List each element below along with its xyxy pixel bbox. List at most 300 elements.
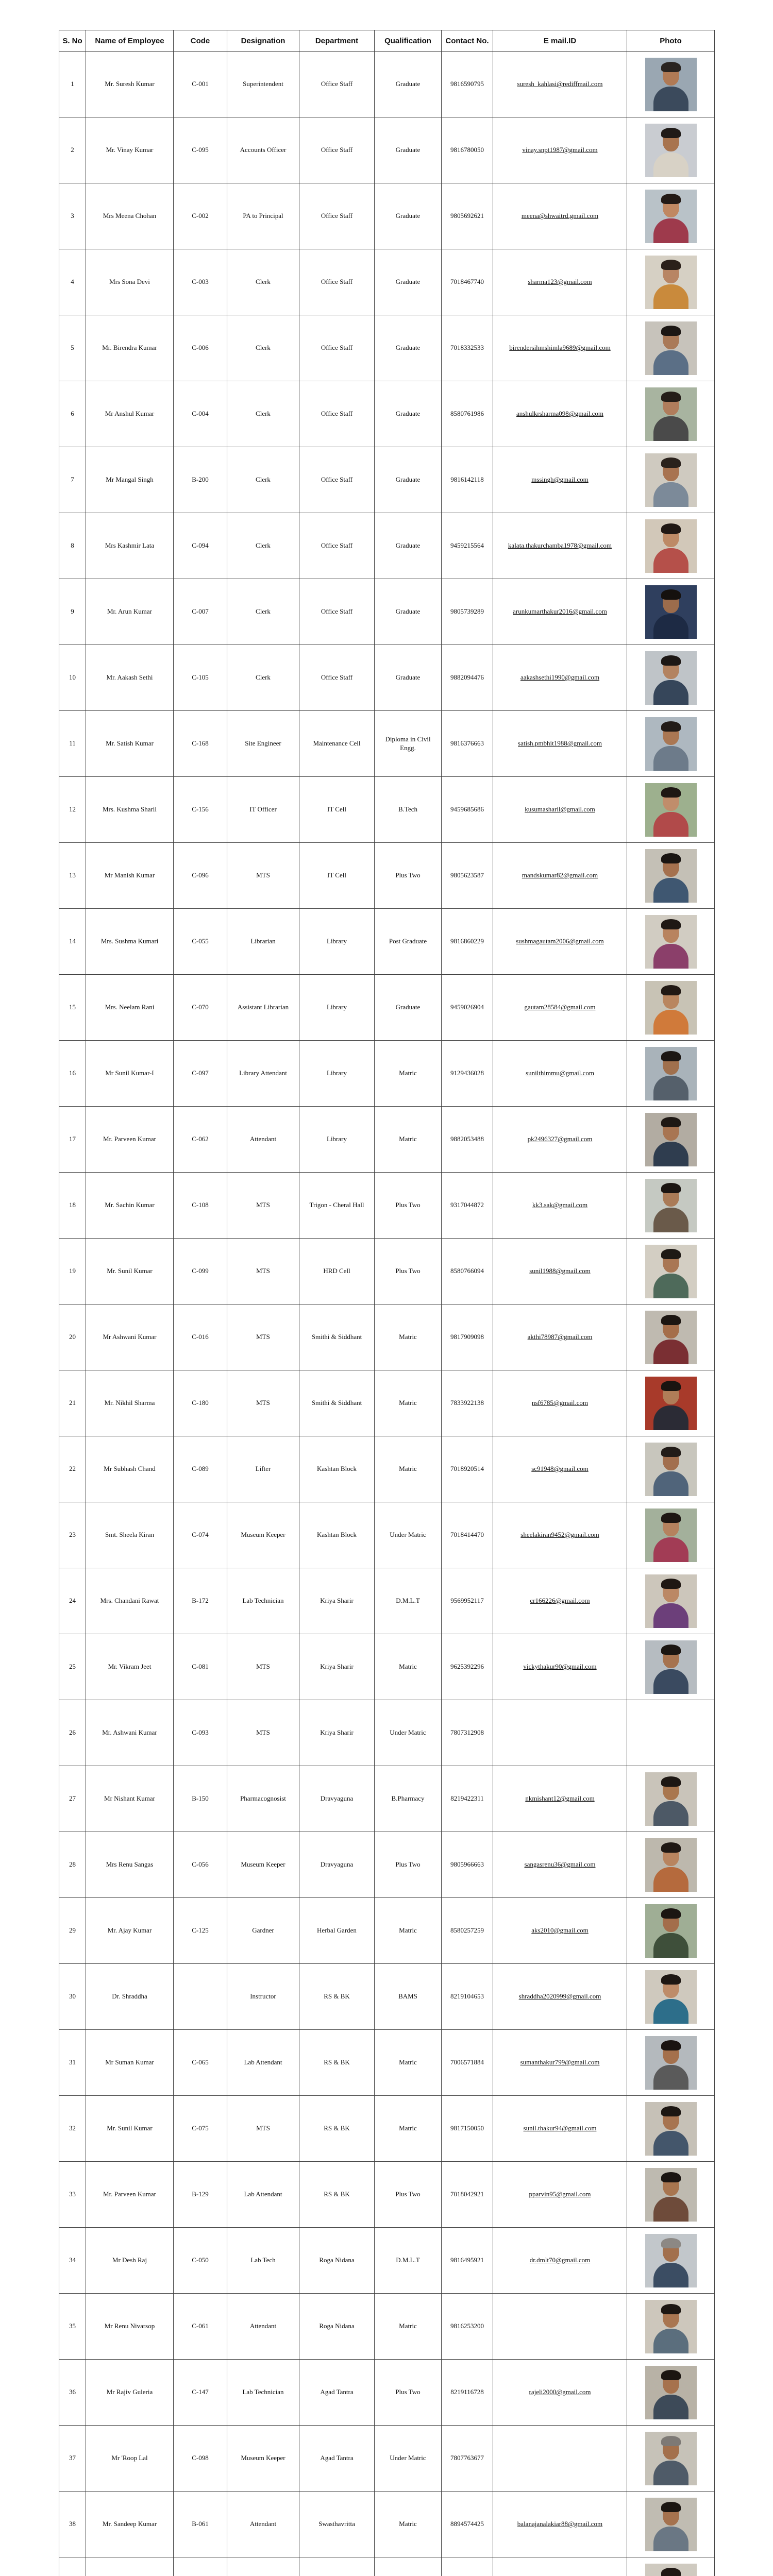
- cell-sno: 14: [59, 909, 86, 975]
- cell-name: Mr Ashwani Kumar: [86, 1304, 174, 1370]
- cell-designation: Lab Tech: [227, 2228, 299, 2294]
- cell-email-link[interactable]: sumanthakur799@gmail.com: [493, 2030, 627, 2096]
- table-row: [59, 315, 715, 381]
- cell-code: C-094: [174, 513, 227, 579]
- employee-photo: [645, 2564, 697, 2576]
- photo-hair: [661, 326, 681, 336]
- cell-qualification: B.Pharmacy: [375, 1766, 442, 1832]
- cell-sno: 17: [59, 1107, 86, 1173]
- cell-contact: 9569952117: [442, 1568, 493, 1634]
- cell-contact: 9805692621: [442, 183, 493, 249]
- photo-hair: [661, 589, 681, 600]
- cell-contact: 9816253200: [442, 2294, 493, 2360]
- cell-code: C-089: [174, 1436, 227, 1502]
- cell-designation: Clerk: [227, 249, 299, 315]
- cell-sno: 10: [59, 645, 86, 711]
- cell-qualification: Matric: [375, 1304, 442, 1370]
- cell-qualification: Graduate: [375, 645, 442, 711]
- employee-photo: [645, 1047, 697, 1100]
- employee-photo: [645, 1706, 697, 1760]
- employee-photo: [645, 2498, 697, 2551]
- table-row: [59, 183, 715, 249]
- cell-sno: 21: [59, 1370, 86, 1436]
- cell-designation: Lab Technician: [227, 1568, 299, 1634]
- cell-sno: 12: [59, 777, 86, 843]
- cell-sno: 30: [59, 1964, 86, 2030]
- cell-photo: [627, 2096, 715, 2162]
- table-row: [59, 1173, 715, 1239]
- cell-contact: 8894574425: [442, 2492, 493, 2557]
- cell-name: Mr Rajiv Guleria: [86, 2360, 174, 2426]
- employee-photo: [645, 1838, 697, 1892]
- cell-email-link[interactable]: sunil1988@gmail.com: [493, 1239, 627, 1304]
- employee-photo: [645, 190, 697, 243]
- cell-photo: [627, 1239, 715, 1304]
- cell-designation: MTS: [227, 1370, 299, 1436]
- cell-designation: Site Engineer: [227, 711, 299, 777]
- cell-department: Office Staff: [299, 52, 375, 117]
- cell-contact: 9816860229: [442, 909, 493, 975]
- cell-qualification: Plus Two: [375, 2162, 442, 2228]
- cell-name: Mrs. Chandani Rawat: [86, 1568, 174, 1634]
- cell-code: C-125: [174, 1898, 227, 1964]
- cell-email-link[interactable]: cr166226@gmail.com: [493, 1568, 627, 1634]
- cell-name: [86, 2557, 174, 2576]
- photo-hair: [661, 1579, 681, 1589]
- cell-sno: 33: [59, 2162, 86, 2228]
- cell-name: Mr Manish Kumar: [86, 843, 174, 909]
- photo-hair: [661, 919, 681, 929]
- cell-name: Mr. Sachin Kumar: [86, 1173, 174, 1239]
- cell-qualification: Matric: [375, 1041, 442, 1107]
- cell-sno: 6: [59, 381, 86, 447]
- cell-code: C-098: [174, 2426, 227, 2492]
- cell-contact: 7833922138: [442, 1370, 493, 1436]
- cell-contact: 8580766094: [442, 1239, 493, 1304]
- cell-department: Agad Tantra: [299, 2360, 375, 2426]
- table-row: [59, 909, 715, 975]
- cell-contact: 9882053488: [442, 1107, 493, 1173]
- cell-code: B-172: [174, 1568, 227, 1634]
- cell-contact: 7006571884: [442, 2030, 493, 2096]
- photo-hair: [661, 1249, 681, 1259]
- cell-photo: [627, 1766, 715, 1832]
- cell-qualification: Plus Two: [375, 843, 442, 909]
- cell-designation: MTS: [227, 1239, 299, 1304]
- cell-email-link: [493, 1700, 627, 1766]
- cell-contact: 9816142118: [442, 447, 493, 513]
- cell-name: Dr. Shraddha: [86, 1964, 174, 2030]
- cell-designation: MTS: [227, 1634, 299, 1700]
- table-row: [59, 2557, 715, 2576]
- employee-photo: [645, 2102, 697, 2156]
- cell-code: C-095: [174, 117, 227, 183]
- employee-photo: [645, 2432, 697, 2485]
- cell-department: Library: [299, 975, 375, 1041]
- photo-hair: [661, 2106, 681, 2116]
- cell-designation: MTS: [227, 843, 299, 909]
- cell-photo: [627, 2030, 715, 2096]
- cell-email-link[interactable]: sunilthimmu@gmail.com: [493, 1041, 627, 1107]
- cell-name: Mrs Meena Chohan: [86, 183, 174, 249]
- cell-contact: 9625392296: [442, 1634, 493, 1700]
- cell-email-link[interactable]: arunkumarthakur2016@gmail.com: [493, 579, 627, 645]
- cell-photo: [627, 645, 715, 711]
- cell-email-link[interactable]: [493, 2557, 627, 2576]
- table-row: [59, 513, 715, 579]
- employee-photo: [645, 58, 697, 111]
- table-row: [59, 1568, 715, 1634]
- cell-sno: 7: [59, 447, 86, 513]
- cell-contact: 9459685686: [442, 777, 493, 843]
- cell-email-link[interactable]: akthi78987@gmail.com: [493, 1304, 627, 1370]
- cell-email-link[interactable]: suresh_kahlasi@rediffmail.com: [493, 52, 627, 117]
- photo-hair: [661, 2370, 681, 2380]
- cell-qualification: [375, 2557, 442, 2576]
- cell-photo: [627, 1107, 715, 1173]
- cell-photo: [627, 2426, 715, 2492]
- cell-qualification: Plus Two: [375, 1832, 442, 1898]
- cell-name: Mrs. Sushma Kumari: [86, 909, 174, 975]
- cell-sno: 8: [59, 513, 86, 579]
- employee-photo: [645, 1904, 697, 1958]
- cell-qualification: Graduate: [375, 52, 442, 117]
- cell-contact: 9805966663: [442, 1832, 493, 1898]
- cell-department: Smithi & Siddhant: [299, 1304, 375, 1370]
- cell-designation: Clerk: [227, 645, 299, 711]
- cell-qualification: Graduate: [375, 579, 442, 645]
- header-code: Code: [174, 30, 227, 52]
- cell-name: Mr Desh Raj: [86, 2228, 174, 2294]
- cell-name: Mrs Renu Sangas: [86, 1832, 174, 1898]
- cell-sno: 19: [59, 1239, 86, 1304]
- cell-email-link[interactable]: anshulkrsharma098@gmail.com: [493, 381, 627, 447]
- cell-photo: [627, 183, 715, 249]
- table-row: [59, 579, 715, 645]
- employee-photo: [645, 1113, 697, 1166]
- cell-sno: 26: [59, 1700, 86, 1766]
- cell-name: Mr. Birendra Kumar: [86, 315, 174, 381]
- cell-qualification: Matric: [375, 1107, 442, 1173]
- cell-name: Mr Renu Nivarsop: [86, 2294, 174, 2360]
- cell-department: Dravyaguna: [299, 1832, 375, 1898]
- cell-contact: 9817150050: [442, 2096, 493, 2162]
- table-row: [59, 1898, 715, 1964]
- cell-email-link[interactable]: pk2496327@gmail.com: [493, 1107, 627, 1173]
- photo-hair: [661, 2238, 681, 2248]
- photo-hair: [661, 853, 681, 863]
- cell-department: Office Staff: [299, 447, 375, 513]
- cell-designation: Clerk: [227, 381, 299, 447]
- cell-code: C-004: [174, 381, 227, 447]
- cell-email-link[interactable]: nkmishant12@gmail.com: [493, 1766, 627, 1832]
- cell-name: Mr. Aakash Sethi: [86, 645, 174, 711]
- cell-email-link[interactable]: aakashsethi1990@gmail.com: [493, 645, 627, 711]
- cell-contact: 7018467740: [442, 249, 493, 315]
- cell-department: Roga Nidana: [299, 2294, 375, 2360]
- cell-email-link[interactable]: gautam28584@gmail.com: [493, 975, 627, 1041]
- cell-qualification: Graduate: [375, 315, 442, 381]
- cell-department: Kriya Sharir: [299, 1634, 375, 1700]
- cell-qualification: Matric: [375, 2030, 442, 2096]
- photo-hair: [661, 2568, 681, 2576]
- cell-code: C-075: [174, 2096, 227, 2162]
- cell-code: C-006: [174, 315, 227, 381]
- employee-photo: [645, 1179, 697, 1232]
- cell-contact: 9459026904: [442, 975, 493, 1041]
- photo-hair: [661, 1645, 681, 1655]
- cell-email-link: [493, 2426, 627, 2492]
- employee-photo: [645, 1443, 697, 1496]
- table-row: [59, 2294, 715, 2360]
- cell-designation: Accounts Officer: [227, 117, 299, 183]
- cell-sno: 27: [59, 1766, 86, 1832]
- cell-contact: 9882094476: [442, 645, 493, 711]
- cell-name: Mr. Vinay Kumar: [86, 117, 174, 183]
- photo-hair: [661, 260, 681, 270]
- table-row: [59, 1304, 715, 1370]
- cell-email-link[interactable]: mssingh@gmail.com: [493, 447, 627, 513]
- cell-name: Mr. Parveen Kumar: [86, 2162, 174, 2228]
- photo-hair: [661, 2040, 681, 2050]
- employee-photo: [645, 519, 697, 573]
- cell-qualification: Graduate: [375, 381, 442, 447]
- employee-photo: [645, 717, 697, 771]
- table-header-row: [59, 30, 715, 52]
- employee-photo: [645, 915, 697, 969]
- cell-contact: 7018332533: [442, 315, 493, 381]
- cell-qualification: D.M.L.T: [375, 1568, 442, 1634]
- cell-photo: [627, 579, 715, 645]
- table-row: [59, 1964, 715, 2030]
- cell-name: Mr. Ajay Kumar: [86, 1898, 174, 1964]
- cell-code: [174, 2557, 227, 2576]
- cell-photo: [627, 447, 715, 513]
- staff-table: [59, 30, 715, 2576]
- cell-email-link[interactable]: balanajanalakiar88@gmail.com: [493, 2492, 627, 2557]
- cell-sno: 31: [59, 2030, 86, 2096]
- cell-email-link[interactable]: rajeli2000@gmail.com: [493, 2360, 627, 2426]
- cell-designation: Clerk: [227, 447, 299, 513]
- cell-designation: Assistant Librarian: [227, 975, 299, 1041]
- cell-photo: [627, 2228, 715, 2294]
- cell-sno: [59, 2557, 86, 2576]
- cell-qualification: Matric: [375, 2096, 442, 2162]
- cell-designation: PA to Principal: [227, 183, 299, 249]
- cell-email-link[interactable]: nsf6785@gmail.com: [493, 1370, 627, 1436]
- cell-contact: [442, 2557, 493, 2576]
- cell-email-link[interactable]: kk3.sak@gmail.com: [493, 1173, 627, 1239]
- table-row: [59, 2228, 715, 2294]
- cell-department: Office Staff: [299, 117, 375, 183]
- cell-code: C-056: [174, 1832, 227, 1898]
- cell-contact: 8219116728: [442, 2360, 493, 2426]
- cell-qualification: Plus Two: [375, 1239, 442, 1304]
- cell-qualification: Diploma in Civil Engg.: [375, 711, 442, 777]
- cell-email-link[interactable]: shraddha2020999@gmail.com: [493, 1964, 627, 2030]
- cell-designation: Librarian: [227, 909, 299, 975]
- cell-qualification: Matric: [375, 1898, 442, 1964]
- cell-email-link[interactable]: sheelakiran9452@gmail.com: [493, 1502, 627, 1568]
- cell-code: B-150: [174, 1766, 227, 1832]
- cell-qualification: D.M.L.T: [375, 2228, 442, 2294]
- cell-name: Mrs. Kushma Sharil: [86, 777, 174, 843]
- cell-qualification: Under Matric: [375, 2426, 442, 2492]
- cell-sno: 37: [59, 2426, 86, 2492]
- cell-email-link[interactable]: sangasrenu36@gmail.com: [493, 1832, 627, 1898]
- photo-hair: [661, 1842, 681, 1853]
- cell-department: Kriya Sharir: [299, 1700, 375, 1766]
- cell-name: Mr. Arun Kumar: [86, 579, 174, 645]
- cell-designation: Pharmacognosist: [227, 1766, 299, 1832]
- cell-department: Office Staff: [299, 381, 375, 447]
- cell-email-link[interactable]: sc91948@gmail.com: [493, 1436, 627, 1502]
- cell-photo: [627, 1502, 715, 1568]
- cell-department: Kashtan Block: [299, 1502, 375, 1568]
- cell-photo: [627, 1370, 715, 1436]
- cell-department: Kashtan Block: [299, 1436, 375, 1502]
- cell-qualification: Matric: [375, 1436, 442, 1502]
- cell-sno: 22: [59, 1436, 86, 1502]
- cell-code: C-007: [174, 579, 227, 645]
- cell-department: Office Staff: [299, 315, 375, 381]
- table-row: [59, 1502, 715, 1568]
- employee-photo: [645, 321, 697, 375]
- cell-email-link[interactable]: satish.pmbhit1988@gmail.com: [493, 711, 627, 777]
- cell-photo: [627, 975, 715, 1041]
- photo-hair: [661, 128, 681, 138]
- cell-sno: 24: [59, 1568, 86, 1634]
- photo-hair: [661, 787, 681, 798]
- cell-email-link[interactable]: mandskumar82@gmail.com: [493, 843, 627, 909]
- cell-qualification: Plus Two: [375, 1173, 442, 1239]
- cell-email-link[interactable]: sharma123@gmail.com: [493, 249, 627, 315]
- cell-photo: [627, 381, 715, 447]
- cell-code: B-200: [174, 447, 227, 513]
- cell-department: Office Staff: [299, 513, 375, 579]
- cell-name: Mr Mangal Singh: [86, 447, 174, 513]
- cell-name: Mr. Sunil Kumar: [86, 1239, 174, 1304]
- cell-sno: 9: [59, 579, 86, 645]
- header-contact: Contact No.: [442, 30, 493, 52]
- employee-photo: [645, 1311, 697, 1364]
- cell-name: Mr. Parveen Kumar: [86, 1107, 174, 1173]
- cell-name: Mr. Vikram Jeet: [86, 1634, 174, 1700]
- employee-photo: [645, 783, 697, 837]
- table-body: [59, 52, 715, 2576]
- photo-hair: [661, 194, 681, 204]
- cell-photo: [627, 1568, 715, 1634]
- cell-contact: 8219104653: [442, 1964, 493, 2030]
- cell-contact: 7807763677: [442, 2426, 493, 2492]
- cell-qualification: Plus Two: [375, 2360, 442, 2426]
- cell-sno: 1: [59, 52, 86, 117]
- photo-hair: [661, 985, 681, 995]
- cell-photo: [627, 1964, 715, 2030]
- cell-email-link[interactable]: sushmagautam2006@gmail.com: [493, 909, 627, 975]
- cell-department: RS & BK: [299, 1964, 375, 2030]
- table-row: [59, 52, 715, 117]
- employee-photo: [645, 453, 697, 507]
- cell-code: C-001: [174, 52, 227, 117]
- cell-contact: 8219422311: [442, 1766, 493, 1832]
- cell-name: Mrs Sona Devi: [86, 249, 174, 315]
- cell-email-link[interactable]: meena@shwaitrd.gmail.com: [493, 183, 627, 249]
- cell-contact: 7807312908: [442, 1700, 493, 1766]
- cell-email-link[interactable]: kalata.thakurchamba1978@gmail.com: [493, 513, 627, 579]
- cell-name: Mr Suman Kumar: [86, 2030, 174, 2096]
- cell-department: Swasthavritta: [299, 2492, 375, 2557]
- cell-email-link[interactable]: sunil.thakur94@gmail.com: [493, 2096, 627, 2162]
- photo-hair: [661, 1183, 681, 1193]
- header-photo: Photo: [627, 30, 715, 52]
- cell-sno: 29: [59, 1898, 86, 1964]
- cell-qualification: Under Matric: [375, 1700, 442, 1766]
- cell-contact: 9805739289: [442, 579, 493, 645]
- cell-email-link[interactable]: vickythakur90@gmail.com: [493, 1634, 627, 1700]
- cell-qualification: Graduate: [375, 117, 442, 183]
- cell-qualification: Matric: [375, 1634, 442, 1700]
- cell-email-link[interactable]: kusumasharil@gmail.com: [493, 777, 627, 843]
- cell-photo: [627, 52, 715, 117]
- cell-code: C-105: [174, 645, 227, 711]
- employee-photo: [645, 1245, 697, 1298]
- header-name: Name of Employee: [86, 30, 174, 52]
- cell-code: C-097: [174, 1041, 227, 1107]
- cell-contact: 7018920514: [442, 1436, 493, 1502]
- employee-photo: [645, 2366, 697, 2419]
- table-row: [59, 1634, 715, 1700]
- cell-photo: [627, 1173, 715, 1239]
- cell-sno: 4: [59, 249, 86, 315]
- cell-sno: 3: [59, 183, 86, 249]
- employee-photo: [645, 1509, 697, 1562]
- cell-designation: Instructor: [227, 1964, 299, 2030]
- table-row: [59, 1041, 715, 1107]
- photo-hair: [661, 2304, 681, 2314]
- table-row: [59, 2030, 715, 2096]
- cell-email-link[interactable]: vinay.snpt1987@gmail.com: [493, 117, 627, 183]
- cell-code: C-180: [174, 1370, 227, 1436]
- cell-sno: 20: [59, 1304, 86, 1370]
- cell-contact: 8580257259: [442, 1898, 493, 1964]
- photo-hair: [661, 721, 681, 732]
- cell-sno: 2: [59, 117, 86, 183]
- cell-sno: 36: [59, 2360, 86, 2426]
- cell-name: Smt. Sheela Kiran: [86, 1502, 174, 1568]
- cell-designation: Clerk: [227, 579, 299, 645]
- cell-email-link[interactable]: aks2010@gmail.com: [493, 1898, 627, 1964]
- cell-email-link[interactable]: birendersihmshimla9689@gmail.com: [493, 315, 627, 381]
- cell-photo: [627, 1898, 715, 1964]
- cell-email-link[interactable]: dr.dmlt70@gmail.com: [493, 2228, 627, 2294]
- cell-code: B-129: [174, 2162, 227, 2228]
- cell-code: C-061: [174, 2294, 227, 2360]
- cell-qualification: Graduate: [375, 447, 442, 513]
- cell-code: C-074: [174, 1502, 227, 1568]
- cell-qualification: BAMS: [375, 1964, 442, 2030]
- cell-department: Library: [299, 1041, 375, 1107]
- cell-name: Mr Anshul Kumar: [86, 381, 174, 447]
- cell-department: Office Staff: [299, 249, 375, 315]
- cell-code: C-147: [174, 2360, 227, 2426]
- cell-contact: 9317044872: [442, 1173, 493, 1239]
- cell-designation: Attendant: [227, 2294, 299, 2360]
- cell-email-link[interactable]: pparvin95@gmail.com: [493, 2162, 627, 2228]
- cell-qualification: Matric: [375, 2294, 442, 2360]
- cell-sno: 23: [59, 1502, 86, 1568]
- employee-photo: [645, 1970, 697, 2024]
